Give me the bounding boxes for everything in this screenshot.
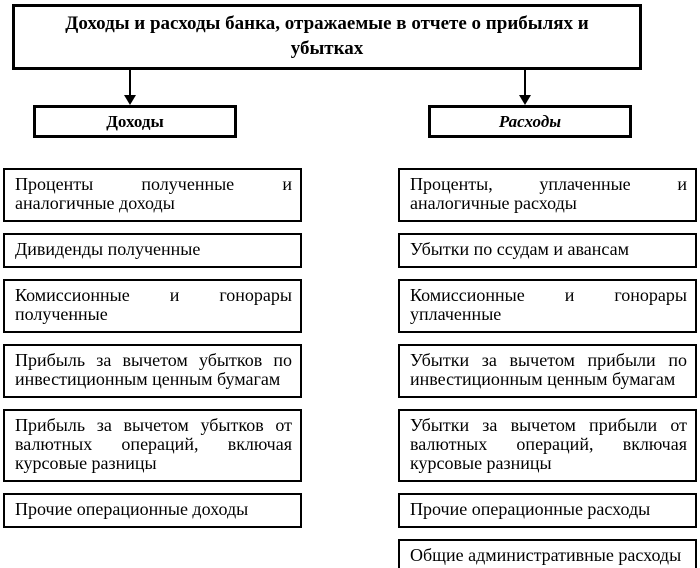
arrow-shaft <box>524 70 526 95</box>
income-item: Прибыль за вычетом убытков по инвестиционным ценным бумагам <box>3 344 302 398</box>
expense-item: Убытки за вычетом прибыли от валютных операций, включая курсовые разницы <box>398 409 697 482</box>
expense-item: Убытки по ссудам и авансам <box>398 233 697 268</box>
income-item: Проценты полученные и аналогичные доходы <box>3 168 302 222</box>
income-header-box <box>33 105 237 138</box>
expense-item: Прочие операционные расходы <box>398 493 697 528</box>
income-item: Прибыль за вычетом убытков от валютных операций, включая курсовые разницы <box>3 409 302 482</box>
expense-item: Общие административные расходы <box>398 539 697 568</box>
income-header-label: Доходы <box>106 111 164 131</box>
income-item: Комиссионные и гонорары полученные <box>3 279 302 333</box>
income-item: Дивиденды полученные <box>3 233 302 268</box>
expenses-header-box <box>428 105 632 138</box>
income-item: Прочие операционные доходы <box>3 493 302 528</box>
expense-item: Комиссионные и гонорары уплаченные <box>398 279 697 333</box>
expenses-column <box>398 168 697 568</box>
expense-item: Убытки за вычетом прибыли по инвестиционным ценным бумагам <box>398 344 697 398</box>
expense-item: Проценты, уплаченные и аналогичные расходы <box>398 168 697 222</box>
down-arrow-income <box>124 70 136 105</box>
diagram-title: Доходы и расходы банка, отражаемые в отчете о прибылях и убытках <box>65 13 589 59</box>
arrow-head-icon <box>519 95 531 105</box>
down-arrow-expenses <box>519 70 531 105</box>
diagram-title-box <box>12 4 642 70</box>
arrow-head-icon <box>124 95 136 105</box>
arrow-shaft <box>129 70 131 95</box>
income-column <box>3 168 302 528</box>
expenses-header-label: Расходы <box>498 111 562 131</box>
